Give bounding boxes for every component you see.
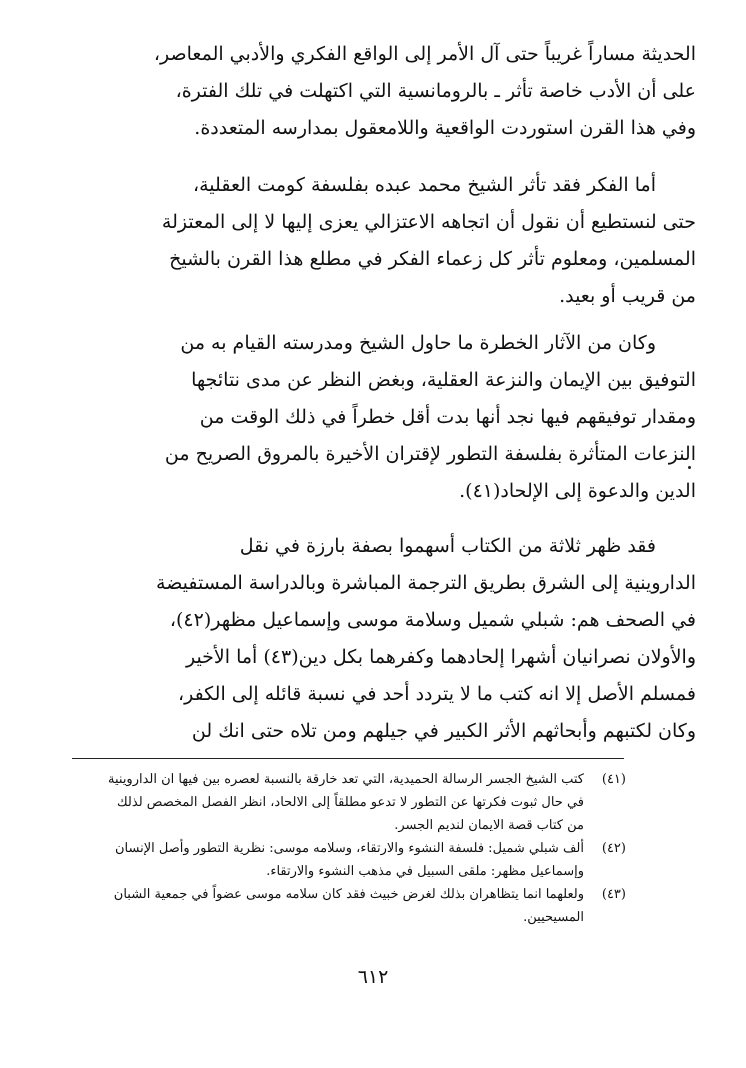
footnote-line: كتب الشيخ الجسر الرسالة الحميدية، التي تعد خارقة بالنسبة لعصره بين فيها ان الداروينية bbox=[108, 772, 584, 787]
paragraph bbox=[52, 528, 696, 750]
footnote-line: ولعلهما انما يتظاهران بذلك لغرض خبيث فقد كان سلامه موسى عضواً في جمعية الشبان bbox=[113, 887, 584, 902]
footnote-line: وإسماعيل مظهر: ملقى السبيل في مذهب النشوء والارتقاء. bbox=[266, 864, 584, 879]
paragraph bbox=[52, 36, 696, 147]
page-number: ٦١٢ bbox=[357, 966, 389, 988]
footnote bbox=[60, 883, 626, 929]
text-line: الداروينية إلى الشرق بطريق الترجمة المباشرة وبالدراسة المستفيضة bbox=[156, 572, 696, 594]
text-line: المسلمين، ومعلوم تأثر كل زعماء الفكر في مطلع هذا القرن بالشيخ bbox=[169, 248, 696, 270]
footnote-text bbox=[60, 837, 584, 883]
text-line: وفي هذا القرن استوردت الواقعية واللامعقول بمدارسه المتعددة. bbox=[194, 117, 696, 139]
footnote-number: (٤١) bbox=[601, 772, 626, 787]
footnote-line: ألف شبلي شميل: فلسفة النشوء والارتقاء، وسلامه موسى: نظرية التطور وأصل الإنسان bbox=[115, 841, 584, 856]
text-line: وكان لكتبهم وأبحاثهم الأثر الكبير في جيلهم ومن تلاه حتى انك لن bbox=[191, 720, 696, 742]
footnote-text bbox=[60, 768, 584, 837]
footnote-number: (٤٢) bbox=[601, 841, 626, 856]
text-line: الدين والدعوة إلى الإلحاد(٤١). bbox=[459, 480, 696, 502]
text-line: على أن الأدب خاصة تأثر ـ بالرومانسية التي اكتهلت في تلك الفترة، bbox=[175, 80, 696, 102]
main-text bbox=[52, 36, 696, 750]
text-line: النزعات المتأثرة بفلسفة التطور لإقتران الأخيرة بالمروق الصريح من bbox=[164, 443, 696, 465]
footnote-line: من كتاب قصة الايمان لنديم الجسر. bbox=[394, 818, 584, 833]
text-line: وكان من الآثار الخطرة ما حاول الشيخ ومدرسته القيام به من bbox=[180, 332, 656, 354]
footnotes bbox=[60, 768, 626, 929]
text-line: فقد ظهر ثلاثة من الكتاب أسهموا بصفة بارزة في نقل bbox=[239, 535, 656, 557]
footnote-line: المسيحيين. bbox=[523, 910, 584, 925]
text-line: أما الفكر فقد تأثر الشيخ محمد عبده بفلسفة كومت العقلية، bbox=[192, 174, 656, 196]
paragraph bbox=[52, 325, 696, 510]
footnote-divider bbox=[72, 758, 624, 759]
footnote-line: في حال ثبوت فكرتها عن التطور لا تدعو مطلقاً إلى الالحاد، انظر الفصل المخصص لذلك bbox=[116, 795, 584, 810]
footnote-text bbox=[60, 883, 584, 929]
text-line: فمسلم الأصل إلا انه كتب ما لا يتردد أحد في نسبة قائله إلى الكفر، bbox=[177, 683, 696, 705]
page-body bbox=[52, 36, 696, 750]
footnote bbox=[60, 837, 626, 883]
text-line: التوفيق بين الإيمان والنزعة العقلية، وبغض النظر عن مدى نتائجها bbox=[191, 369, 696, 391]
text-line: حتى لنستطيع أن نقول أن اتجاهه الاعتزالي يعزى إليها لا إلى المعتزلة bbox=[161, 211, 696, 233]
text-line: الحديثة مساراً غريباً حتى آل الأمر إلى الواقع الفكري والأدبي المعاصر، bbox=[153, 43, 696, 65]
scan-speck bbox=[688, 466, 691, 469]
text-line: ومقدار توفيقهم فيها نجد أنها بدت أقل خطراً في ذلك الوقت من bbox=[199, 406, 696, 428]
footnote-number: (٤٣) bbox=[601, 887, 626, 902]
text-line: من قريب أو بعيد. bbox=[559, 285, 696, 307]
footnote bbox=[60, 768, 626, 837]
text-line: في الصحف هم: شبلي شميل وسلامة موسى وإسماعيل مظهر(٤٢)، bbox=[169, 609, 696, 631]
text-line: والأولان نصرانيان أشهرا إلحادهما وكفرهما بكل دين(٤٣) أما الأخير bbox=[185, 646, 696, 668]
paragraph bbox=[52, 167, 696, 315]
